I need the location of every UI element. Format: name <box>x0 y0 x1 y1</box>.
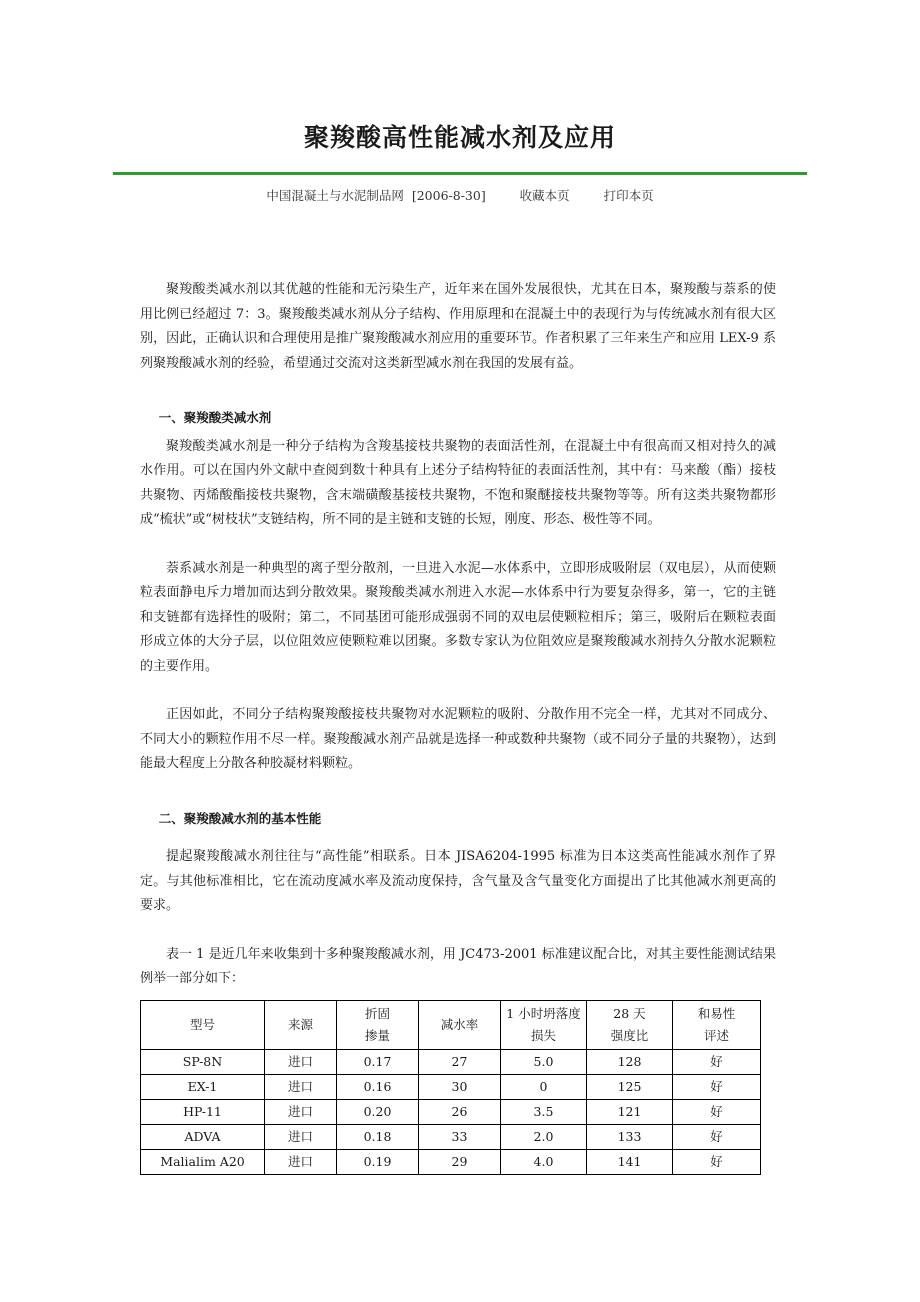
table-cell: 5.0 <box>501 1050 587 1075</box>
section-2-heading: 二、聚羧酸减水剂的基本性能 <box>158 810 322 826</box>
source-site: 中国混凝土与水泥制品网 <box>266 188 404 203</box>
column-header <box>141 1001 265 1050</box>
table-body <box>141 1050 761 1175</box>
table-row <box>141 1125 761 1150</box>
intro-paragraph: 聚羧酸类减水剂以其优越的性能和无污染生产，近年来在国外发展很快，尤其在日本，聚羧酸与萘系的使用比例已经超过 7：3。聚羧酸类减水剂从分子结构、作用原理和在混凝土中的表现行为与传统减水剂有很大区别，因此，正确认识和合理使用是推广聚羧酸减水剂应用的重要环节。作者积累了三年来生产和应用 LEX-9 系列聚羧酸减水剂的经验，希望通过交流对这类新型减水剂在我国的发展有益。 <box>140 282 776 371</box>
column-header <box>337 1001 419 1050</box>
table-cell: 好 <box>673 1125 761 1150</box>
page-title: 聚羧酸高性能减水剂及应用 <box>303 123 616 152</box>
section-1-paragraph-2: 萘系减水剂是一种典型的离子型分散剂，一旦进入水泥—水体系中，立即形成吸附层（双电层），从而使颗粒表面静电斥力增加而达到分散效果。聚羧酸类减水剂进入水泥—水体系中行为要复杂得多，第一，它的主链和支链都有选择性的吸附；第二，不同基团可能形成强弱不同的双电层使颗粒相斥；第三，吸附后在颗粒表面形成立体的大分子层，以位阻效应使颗粒难以团聚。多数专家认为位阻效应是聚羧酸减水剂持久分散水泥颗粒的主要作用。 <box>140 560 776 674</box>
table-cell: 0.20 <box>337 1100 419 1125</box>
table-cell: 进口 <box>265 1150 337 1175</box>
table-cell: 33 <box>419 1125 501 1150</box>
table-cell: 26 <box>419 1100 501 1125</box>
table-cell: ADVA <box>141 1125 265 1150</box>
table-cell: 125 <box>587 1075 673 1100</box>
table-cell: Malialim A20 <box>141 1150 265 1175</box>
performance-table <box>140 1000 761 1175</box>
table-cell: 4.0 <box>501 1150 587 1175</box>
section-2-paragraph-2: 表一 1 是近几年来收集到十多种聚羧酸减水剂，用 JC473-2001 标准建议配合比，对其主要性能测试结果例举一部分如下： <box>140 946 776 986</box>
column-header-line-2: 强度比 <box>610 1028 649 1043</box>
table-cell: 进口 <box>265 1125 337 1150</box>
table-cell: 进口 <box>265 1050 337 1075</box>
column-header <box>501 1001 587 1050</box>
table-cell: 0.19 <box>337 1150 419 1175</box>
table-row <box>141 1050 761 1075</box>
bookmark-link[interactable]: 收藏本页 <box>519 188 570 203</box>
table-cell: 29 <box>419 1150 501 1175</box>
table-cell: HP-11 <box>141 1100 265 1125</box>
table-cell: 141 <box>587 1150 673 1175</box>
table-cell: 进口 <box>265 1100 337 1125</box>
column-header-line-1: 折固 <box>364 1006 390 1021</box>
column-header-line-1: 来源 <box>287 1017 313 1032</box>
title-divider <box>113 172 807 175</box>
table-cell: SP-8N <box>141 1050 265 1075</box>
table-row <box>141 1150 761 1175</box>
section-1-paragraph-1: 聚羧酸类减水剂是一种分子结构为含羧基接枝共聚物的表面活性剂，在混凝土中有很高而又相对持久的减水作用。可以在国内外文献中查阅到数十种具有上述分子结构特征的表面活性剂，其中有：马来酸（酯）接枝共聚物、丙烯酸酯接枝共聚物，含末端磺酸基接枝共聚物，不饱和聚醚接枝共聚物等等。所有这类共聚物都形成“梳状”或“树枝状”支链结构，所不同的是主链和支链的长短，刚度、形态、极性等不同。 <box>140 438 776 527</box>
table-cell: 进口 <box>265 1075 337 1100</box>
table-cell: 0 <box>501 1075 587 1100</box>
table-cell: 好 <box>673 1150 761 1175</box>
table-cell: 3.5 <box>501 1100 587 1125</box>
table-cell: 2.0 <box>501 1125 587 1150</box>
column-header <box>265 1001 337 1050</box>
table-cell: 好 <box>673 1100 761 1125</box>
article-body <box>140 278 776 992</box>
column-header-line-1: 型号 <box>189 1017 215 1032</box>
column-header <box>673 1001 761 1050</box>
column-header-line-1: 28 天 <box>613 1006 646 1021</box>
column-header-line-1: 减水率 <box>440 1017 479 1032</box>
column-header-line-2: 掺量 <box>364 1028 390 1043</box>
column-header <box>419 1001 501 1050</box>
table-row <box>141 1100 761 1125</box>
publish-date: [2006-8-30] <box>411 188 486 203</box>
table-cell: 0.18 <box>337 1125 419 1150</box>
section-1-heading: 一、聚羧酸类减水剂 <box>158 410 272 425</box>
table-cell: 0.17 <box>337 1050 419 1075</box>
table-header-row <box>141 1001 761 1050</box>
column-header-line-2: 损失 <box>530 1028 556 1043</box>
table-cell: 27 <box>419 1050 501 1075</box>
table-cell: 121 <box>587 1100 673 1125</box>
table-cell: 133 <box>587 1125 673 1150</box>
section-2-paragraph-1: 提起聚羧酸减水剂往往与“高性能”相联系。日本 JISA6204-1995 标准为日本这类高性能减水剂作了界定。与其他标准相比，它在流动度减水率及流动度保持，含气量及含气量变化方面提出了比其他减水剂更高的要求。 <box>140 849 776 913</box>
column-header-line-1: 1 小时坍落度 <box>506 1006 581 1021</box>
table-cell: 好 <box>673 1050 761 1075</box>
table-cell: 128 <box>587 1050 673 1075</box>
table-row <box>141 1075 761 1100</box>
article-meta <box>0 186 920 204</box>
column-header-line-1: 和易性 <box>697 1006 736 1021</box>
print-link[interactable]: 打印本页 <box>603 188 654 203</box>
column-header-line-2: 评述 <box>703 1028 729 1043</box>
table-cell: 30 <box>419 1075 501 1100</box>
table-cell: 0.16 <box>337 1075 419 1100</box>
column-header <box>587 1001 673 1050</box>
table-cell: EX-1 <box>141 1075 265 1100</box>
table-cell: 好 <box>673 1075 761 1100</box>
section-1-paragraph-3: 正因如此，不同分子结构聚羧酸接枝共聚物对水泥颗粒的吸附、分散作用不完全一样，尤其对不同成分、不同大小的颗粒作用不尽一样。聚羧酸减水剂产品就是选择一种或数种共聚物（或不同分子量的共聚物），达到能最大程度上分散各种胶凝材料颗粒。 <box>140 707 776 771</box>
